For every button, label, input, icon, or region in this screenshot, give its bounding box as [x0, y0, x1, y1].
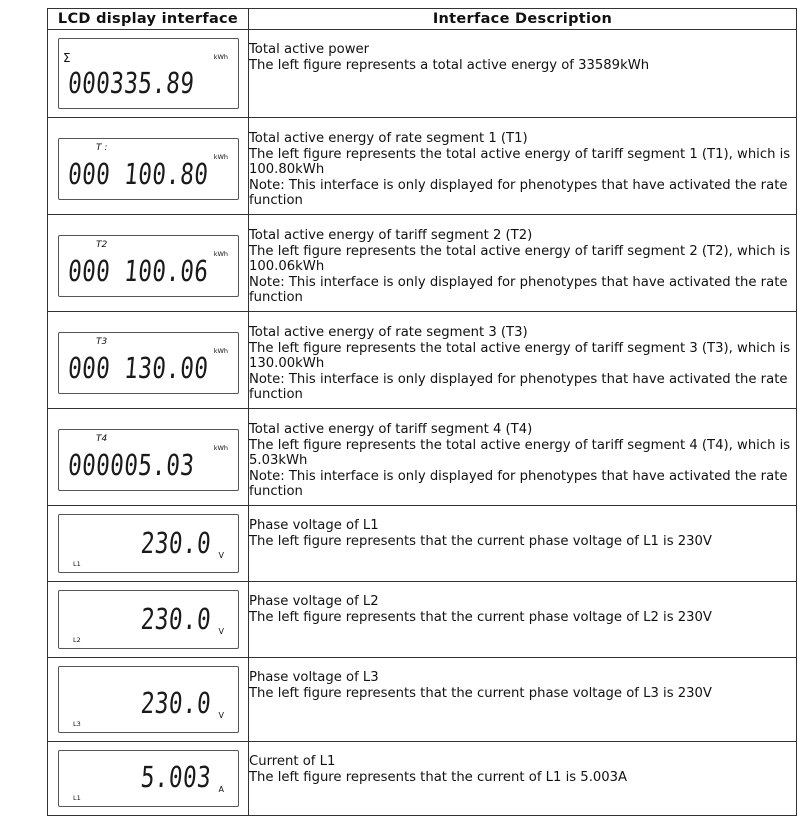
description-title: Phase voltage of L1: [249, 518, 379, 533]
lcd-unit: kWh: [213, 250, 228, 258]
description-title: Total active energy of tariff segment 2 (T2): [249, 228, 533, 243]
description-line: The left figure represents the total active energy of tariff segment 2 (T2), which is 100.06kWh: [249, 243, 791, 274]
header-row: [48, 9, 797, 30]
lcd-reading: 000 100.80: [66, 157, 210, 191]
lcd-screen: [58, 332, 239, 394]
lcd-phase-label: L1: [73, 560, 81, 568]
lcd-reading: 000 100.06: [66, 254, 210, 288]
header-description: Interface Description: [249, 9, 797, 30]
lcd-tariff-segment: T4: [96, 434, 108, 444]
table-row: [48, 312, 797, 409]
lcd-phase-label: L1: [73, 794, 81, 802]
table-row: [48, 582, 797, 658]
lcd-cell: [48, 742, 249, 816]
lcd-cell: [48, 312, 249, 409]
description-line: The left figure represents the total active energy of tariff segment 4 (T4), which is 5.03kWh: [249, 437, 791, 468]
table-row: [48, 118, 797, 215]
lcd-cell: [48, 506, 249, 582]
description-cell: [249, 409, 797, 506]
lcd-unit: V: [218, 551, 224, 560]
description-cell: [249, 312, 797, 409]
lcd-unit: kWh: [213, 53, 228, 61]
lcd-tariff-segment: T :: [96, 143, 108, 153]
lcd-unit: V: [218, 627, 224, 636]
description-cell: [249, 742, 797, 816]
lcd-unit: kWh: [213, 444, 228, 452]
description-cell: [249, 582, 797, 658]
lcd-reading: 230.0: [139, 602, 213, 636]
description-line: Note: This interface is only displayed for phenotypes that have activated the rate function: [249, 274, 788, 305]
lcd-cell: [48, 658, 249, 742]
lcd-cell: [48, 118, 249, 215]
description-cell: [249, 30, 797, 118]
lcd-reading: 230.0: [139, 526, 213, 560]
table-row: [48, 658, 797, 742]
description-line: Note: This interface is only displayed for phenotypes that have activated the rate function: [249, 371, 788, 402]
table-row: [48, 30, 797, 118]
lcd-screen: [58, 235, 239, 297]
lcd-reading: 230.0: [139, 686, 213, 720]
lcd-screen: [58, 429, 239, 491]
lcd-unit: V: [218, 711, 224, 720]
description-title: Total active energy of rate segment 3 (T3): [249, 325, 528, 340]
description-line: The left figure represents that the current phase voltage of L3 is 230V: [249, 685, 712, 701]
lcd-sigma-symbol: Σ: [63, 51, 71, 65]
table-row: [48, 742, 797, 816]
lcd-screen: [58, 138, 239, 200]
description-title: Current of L1: [249, 754, 336, 769]
table-row: [48, 409, 797, 506]
lcd-unit: A: [218, 785, 224, 794]
lcd-reading: 000 130.00: [66, 351, 210, 385]
lcd-screen: [58, 514, 239, 573]
description-title: Total active power: [249, 42, 370, 57]
lcd-reading: 5.003: [139, 760, 213, 794]
description-line: The left figure represents that the current phase voltage of L1 is 230V: [249, 533, 712, 549]
description-line: The left figure represents the total active energy of tariff segment 3 (T3), which is 130.00kWh: [249, 340, 791, 371]
lcd-reading: 000335.89: [66, 66, 196, 100]
lcd-phase-label: L3: [73, 720, 81, 728]
description-title: Phase voltage of L2: [249, 594, 379, 609]
lcd-tariff-segment: T3: [96, 337, 108, 347]
lcd-unit: kWh: [213, 153, 228, 161]
lcd-cell: [48, 215, 249, 312]
lcd-tariff-segment: T2: [96, 240, 108, 250]
lcd-screen: [58, 666, 239, 733]
description-line: Note: This interface is only displayed for phenotypes that have activated the rate function: [249, 468, 788, 499]
description-title: Total active energy of tariff segment 4 (T4): [249, 422, 533, 437]
lcd-screen: [58, 750, 239, 807]
description-cell: [249, 506, 797, 582]
description-cell: [249, 215, 797, 312]
lcd-reading: 000005.03: [66, 448, 196, 482]
lcd-unit: kWh: [213, 347, 228, 355]
description-title: Phase voltage of L3: [249, 670, 379, 685]
lcd-screen: [58, 590, 239, 649]
table-row: [48, 506, 797, 582]
lcd-phase-label: L2: [73, 636, 81, 644]
table-row: [48, 215, 797, 312]
description-cell: [249, 658, 797, 742]
description-line: The left figure represents the total active energy of tariff segment 1 (T1), which is 100.80kWh: [249, 146, 791, 177]
lcd-screen: [58, 38, 239, 109]
description-line: The left figure represents a total active energy of 33589kWh: [249, 57, 650, 73]
description-line: The left figure represents that the current phase voltage of L2 is 230V: [249, 609, 712, 625]
lcd-cell: [48, 409, 249, 506]
description-title: Total active energy of rate segment 1 (T1): [249, 131, 528, 146]
description-line: The left figure represents that the current of L1 is 5.003A: [249, 769, 628, 785]
lcd-cell: [48, 582, 249, 658]
lcd-cell: [48, 30, 249, 118]
description-line: Note: This interface is only displayed for phenotypes that have activated the rate function: [249, 177, 788, 208]
description-cell: [249, 118, 797, 215]
lcd-interface-table: [47, 8, 797, 816]
header-lcd-display: LCD display interface: [48, 9, 249, 30]
